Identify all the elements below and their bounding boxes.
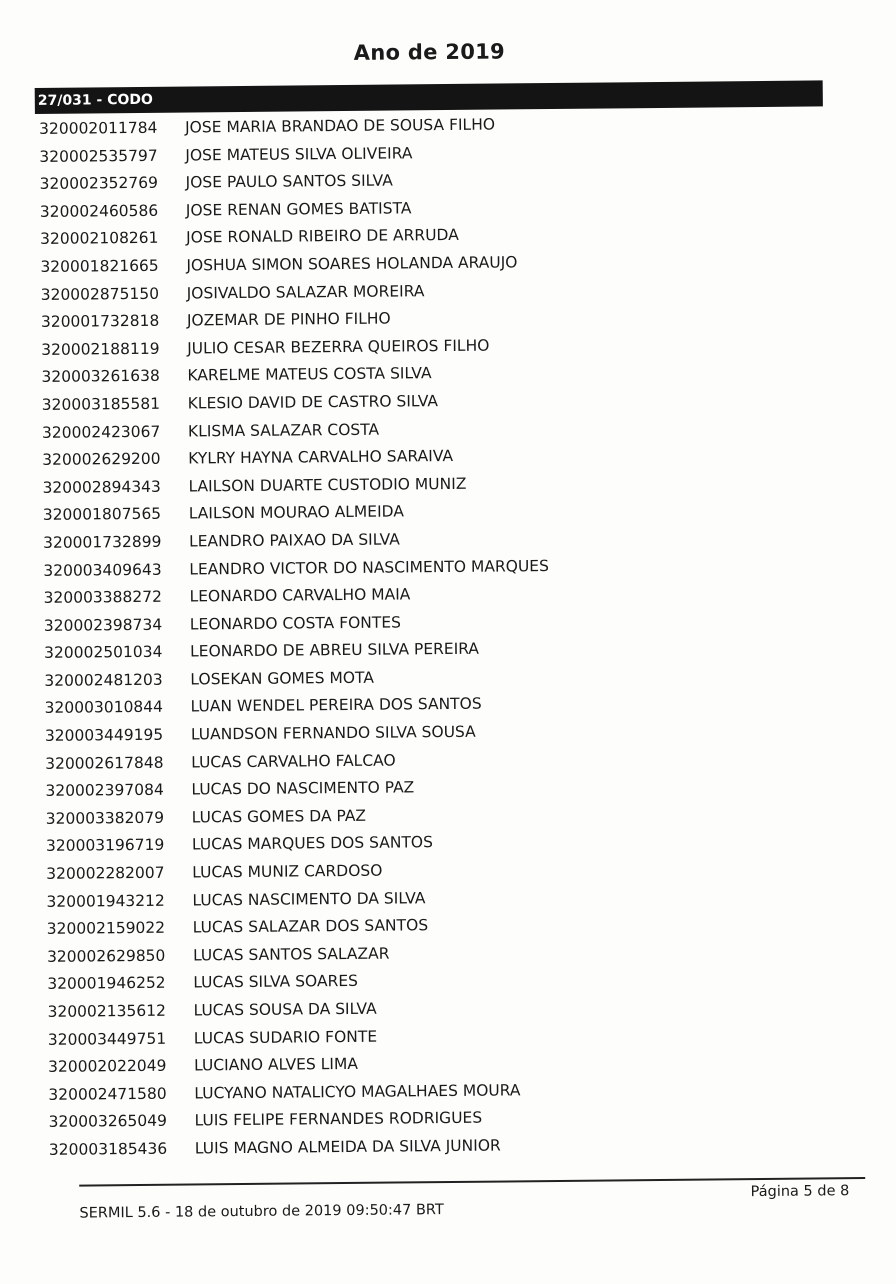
registry-number: 320003449751 — [47, 1029, 167, 1049]
registry-number: 320003196719 — [45, 836, 165, 856]
registry-number: 320001732818 — [40, 311, 160, 332]
registry-number: 320003382079 — [45, 808, 165, 828]
footer-divider — [79, 1177, 865, 1187]
registry-number: 320002159022 — [46, 918, 166, 939]
person-name: LUCAS MARQUES DOS SANTOS — [191, 833, 434, 854]
registry-number: 320002617848 — [45, 753, 164, 773]
person-name: LEONARDO CARVALHO MAIA — [189, 585, 411, 606]
registry-number: 320001807565 — [42, 505, 162, 525]
registry-number: 320001943212 — [46, 891, 165, 911]
registry-number: 320003261638 — [41, 367, 160, 387]
person-name: JOZEMAR DE PINHO FILHO — [186, 309, 391, 330]
registry-number: 320002629850 — [46, 946, 166, 966]
person-name: LUIS MAGNO ALMEIDA DA SILVA JUNIOR — [194, 1136, 501, 1158]
registry-number: 320001946252 — [47, 974, 166, 994]
registry-number: 320002894343 — [42, 477, 161, 497]
registry-number: 320003010844 — [44, 698, 164, 718]
person-name: LAILSON MOURAO ALMEIDA — [188, 502, 404, 523]
person-name: LEANDRO VICTOR DO NASCIMENTO MARQUES — [189, 556, 549, 578]
person-name: LUCIANO ALVES LIMA — [193, 1055, 358, 1075]
registry-number: 320002108261 — [40, 229, 159, 249]
person-name: JULIO CESAR BEZERRA QUEIROS FILHO — [187, 336, 490, 358]
registry-number: 320003449195 — [44, 725, 164, 745]
person-name: LEANDRO PAIXAO DA SILVA — [188, 530, 400, 551]
person-name: LUCAS CARVALHO FALCAO — [191, 751, 396, 772]
footer-system-info: SERMIL 5.6 - 18 de outubro de 2019 09:50:47 BRT — [79, 1202, 444, 1222]
page-title: Ano de 2019 — [353, 39, 506, 65]
registry-number: 320002011784 — [38, 118, 158, 138]
registry-number: 320002188119 — [41, 339, 160, 359]
person-name: LOSEKAN GOMES MOTA — [190, 668, 374, 689]
registry-number: 320002352769 — [39, 173, 159, 194]
registry-number: 320002282007 — [46, 863, 165, 883]
registry-number: 320003265049 — [48, 1112, 168, 1132]
registry-number: 320001821665 — [40, 256, 159, 276]
person-name: JOSE RONALD RIBEIRO DE ARRUDA — [186, 226, 459, 247]
registry-number: 320002398734 — [43, 615, 163, 635]
registry-number: 320002471580 — [48, 1084, 167, 1104]
person-name: JOSE RENAN GOMES BATISTA — [185, 199, 412, 220]
person-name: LUAN WENDEL PEREIRA DOS SANTOS — [190, 695, 482, 716]
registry-number: 320001732899 — [42, 532, 162, 552]
person-name: JOSHUA SIMON SOARES HOLANDA ARAUJO — [186, 253, 518, 275]
person-name: LEONARDO DE ABREU SILVA PEREIRA — [190, 640, 480, 661]
person-name: JOSE MATEUS SILVA OLIVEIRA — [185, 143, 413, 165]
registry-number: 320002135612 — [47, 1001, 166, 1021]
person-name: LAILSON DUARTE CUSTODIO MUNIZ — [188, 474, 467, 496]
person-name: LUCAS SUDARIO FONTE — [193, 1027, 378, 1048]
registry-number: 320002875150 — [40, 284, 160, 304]
page-number: Página 5 de 8 — [750, 1183, 850, 1201]
person-name: LEONARDO COSTA FONTES — [189, 613, 402, 634]
person-name: LUCAS NASCIMENTO DA SILVA — [192, 888, 426, 910]
person-name: LUCAS SILVA SOARES — [193, 972, 359, 992]
registry-number: 320003388272 — [43, 587, 163, 607]
person-name: LUCAS DO NASCIMENTO PAZ — [191, 778, 415, 799]
registry-number: 320002397084 — [45, 781, 164, 801]
person-name: KARELME MATEUS COSTA SILVA — [187, 364, 432, 385]
person-name: LUCAS GOMES DA PAZ — [191, 806, 367, 827]
registry-number: 320002535797 — [39, 146, 158, 166]
person-name: LUCAS MUNIZ CARDOSO — [192, 861, 383, 882]
person-name: KLISMA SALAZAR COSTA — [187, 420, 380, 441]
section-label: 27/031 - CODO — [37, 91, 153, 109]
person-name: LUANDSON FERNANDO SILVA SOUSA — [190, 722, 476, 744]
registry-number: 320002423067 — [41, 422, 161, 442]
person-name: LUCAS SALAZAR DOS SANTOS — [192, 916, 429, 937]
registry-number: 320002481203 — [44, 670, 163, 690]
registry-number: 320002022049 — [47, 1056, 167, 1077]
person-name: KLESIO DAVID DE CASTRO SILVA — [187, 392, 439, 413]
registry-number: 320002460586 — [39, 201, 159, 221]
person-name: LUIS FELIPE FERNANDES RODRIGUES — [194, 1109, 483, 1130]
registry-number: 320002501034 — [44, 643, 163, 663]
registry-number: 320002629200 — [42, 449, 161, 470]
registry-number: 320003185436 — [48, 1139, 168, 1159]
person-name: KYLRY HAYNA CARVALHO SARAIVA — [188, 447, 454, 468]
person-name: JOSE PAULO SANTOS SILVA — [185, 171, 393, 192]
person-name: LUCAS SOUSA DA SILVA — [193, 999, 377, 1020]
person-name: JOSIVALDO SALAZAR MOREIRA — [186, 281, 425, 303]
person-name: JOSE MARIA BRANDAO DE SOUSA FILHO — [184, 115, 496, 137]
registry-number: 320003409643 — [43, 560, 162, 580]
registry-list — [39, 108, 829, 1164]
registry-number: 320003185581 — [41, 394, 161, 414]
person-name: LUCYANO NATALICYO MAGALHAES MOURA — [194, 1081, 521, 1103]
person-name: LUCAS SANTOS SALAZAR — [192, 944, 390, 965]
